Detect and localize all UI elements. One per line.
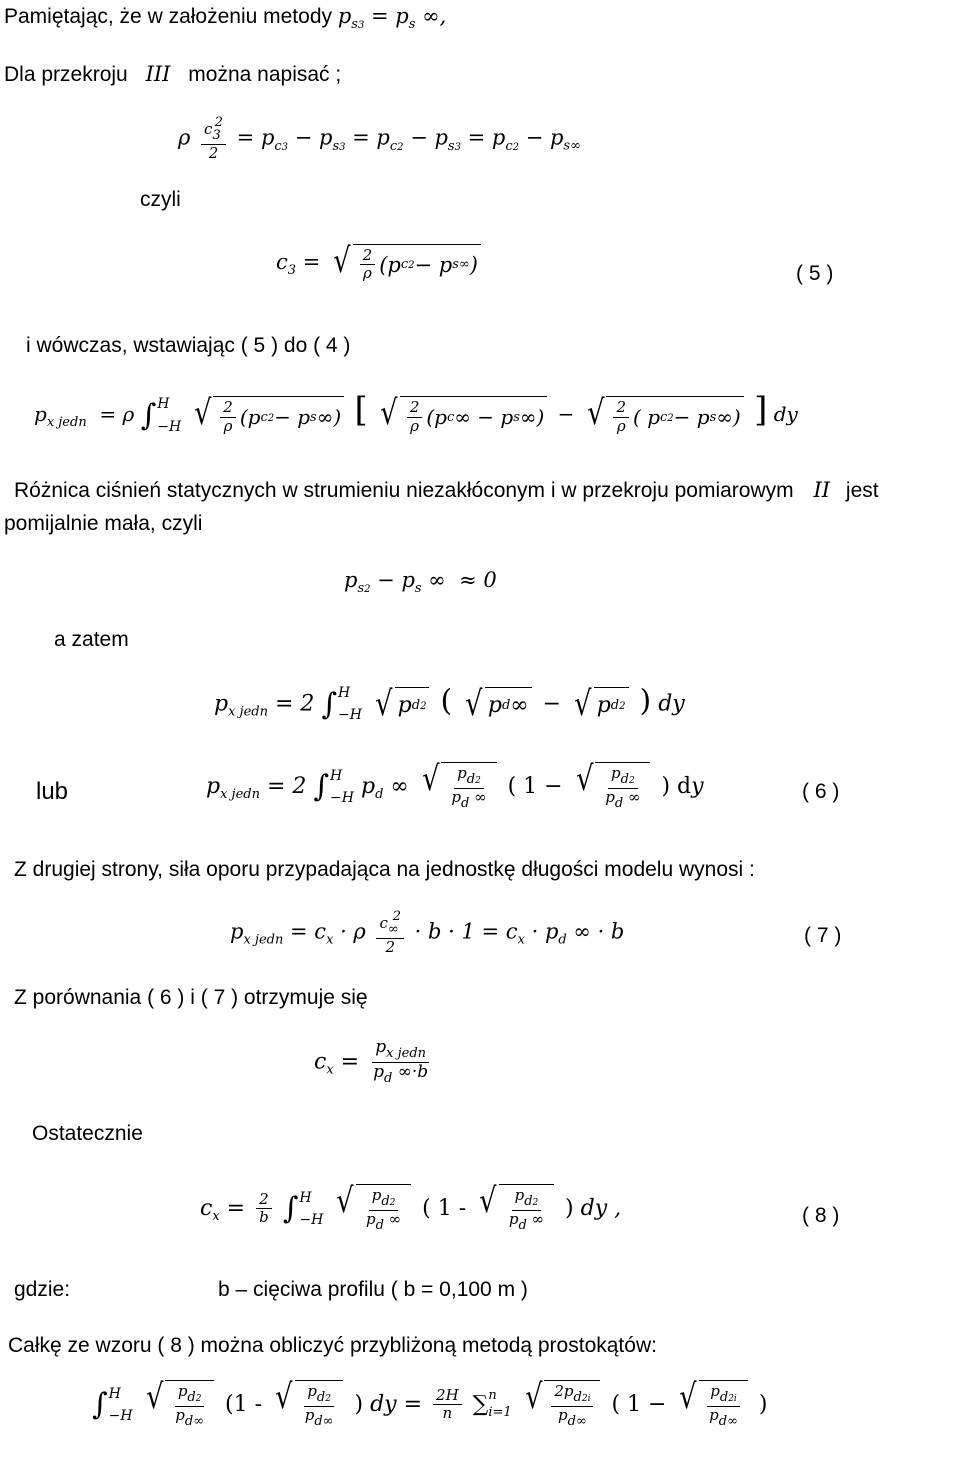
ostatecznie-label: Ostatecznie [32,1122,143,1145]
equation-number-7: ( 7 ) [804,924,842,947]
equation-5: $c_3$ = √ $\frac{2}{\rho}$ (p c2 − p s∞ ) [276,244,485,283]
section-text-pre: Dla przekroju [4,63,128,86]
wowczas-line: i wówczas, wstawiając ( 5 ) do ( 4 ) [26,334,351,357]
porownania-line: Z porównania ( 6 ) i ( 7 ) otrzymuje się [14,986,368,1009]
cieciwa-line: b – cięciwa profilu ( b = 0,100 m ) [218,1278,528,1301]
pomijalnie-line: pomijalnie mała, czyli [4,512,203,535]
intro-formula: $p_{s3} = p_s$ ∞, [337,4,447,32]
a-zatem-label: a zatem [54,628,129,651]
section-line [4,62,341,87]
intro-text: Pamiętając, że w założeniu metody [4,5,332,28]
intro-line [4,4,446,32]
roznica-line [14,478,879,503]
czyli-label-1: czyli [140,188,181,211]
equation-6: $p_{x jedn} = 2$ ∫ H −H $p_d$ ∞ √ $\frac{pd2}{pd \infty}$ ( 1 − √ $\frac{pd2}{pd \infty}$ ) dy [206,759,704,811]
roznica-text: Różnica ciśnień statycznych w strumieniu niezakłóconym i w przekroju pomiarowym [14,479,794,502]
equation-px-jedn-full: $p_{x jedn} = \rho$ ∫ H −H √ $\frac{2}{\rho}$ (p c2 − p s ∞) [ √ $\frac{2}{\rho}$ (p c ∞ − p s ∞) − √ $\frac{2}{\rho}$ ( p c2 − p s ∞) ] dy [34,390,798,435]
equation-7: $p_{x jedn} = c_x \cdot \rho$ $\frac{c\infty 2}{2}$ · $b \cdot 1 = c_x \cdot p_d$ ∞ · b [230,909,625,956]
equation-number-6: ( 6 ) [802,780,840,803]
equation-8: $c_x$ = $\frac{2}{b}$ ∫ H −H √ $\frac{pd2}{pd \infty}$ ( 1 - √ $\frac{pd2}{pd \infty}$ ) dy , [200,1181,622,1233]
equation-px-jedn-2: $p_{x jedn} = 2$ ∫ H −H √ p d2 ( √ p d ∞ − √ p d2 ) dy [214,683,685,725]
pressure-approx: $p_{s2} - p_s$ ∞ ≈ 0 [344,568,497,596]
equation-rectangle-method: ∫ H −H √ $\frac{pd2}{pd\infty}$ (1 - √ $\frac{pd2}{pd\infty}$ ) dy = $\frac{2H}{n}$ ∑ n i=1 √ $\frac{2pd2i}{pd\infty}$ ( 1 − √ $\frac{pd2i}{pd\infty}$ ) [92,1377,768,1429]
equation-number-8: ( 8 ) [802,1204,840,1227]
bernoulli-equation: ρ $\frac{c32}{2}$ = $p_{c3} - p_{s3} = p_{c2} - p_{s3} = p_{c2} - p_{s\infty}$ [178,115,581,162]
roznica-jest: jest [845,479,879,502]
approx-zero: ≈ 0 [459,568,497,592]
section-II: II [813,478,831,502]
lub-label: lub [36,778,69,805]
section-text-post: można napisać ; [188,63,342,86]
equation-number-5: ( 5 ) [796,262,834,285]
drugiej-line: Z drugiej strony, siła oporu przypadająca na jednostkę długości modelu wynosi : [14,858,755,881]
equation-cx: $c_x$ = $\frac{p_{x jedn}}{p_d \infty\cdot b}$ [314,1037,429,1086]
gdzie-label: gdzie: [14,1278,71,1301]
calke-line: Całkę ze wzoru ( 8 ) można obliczyć przybliżoną metodą prostokątów: [8,1334,657,1357]
section-number: III [145,62,171,86]
